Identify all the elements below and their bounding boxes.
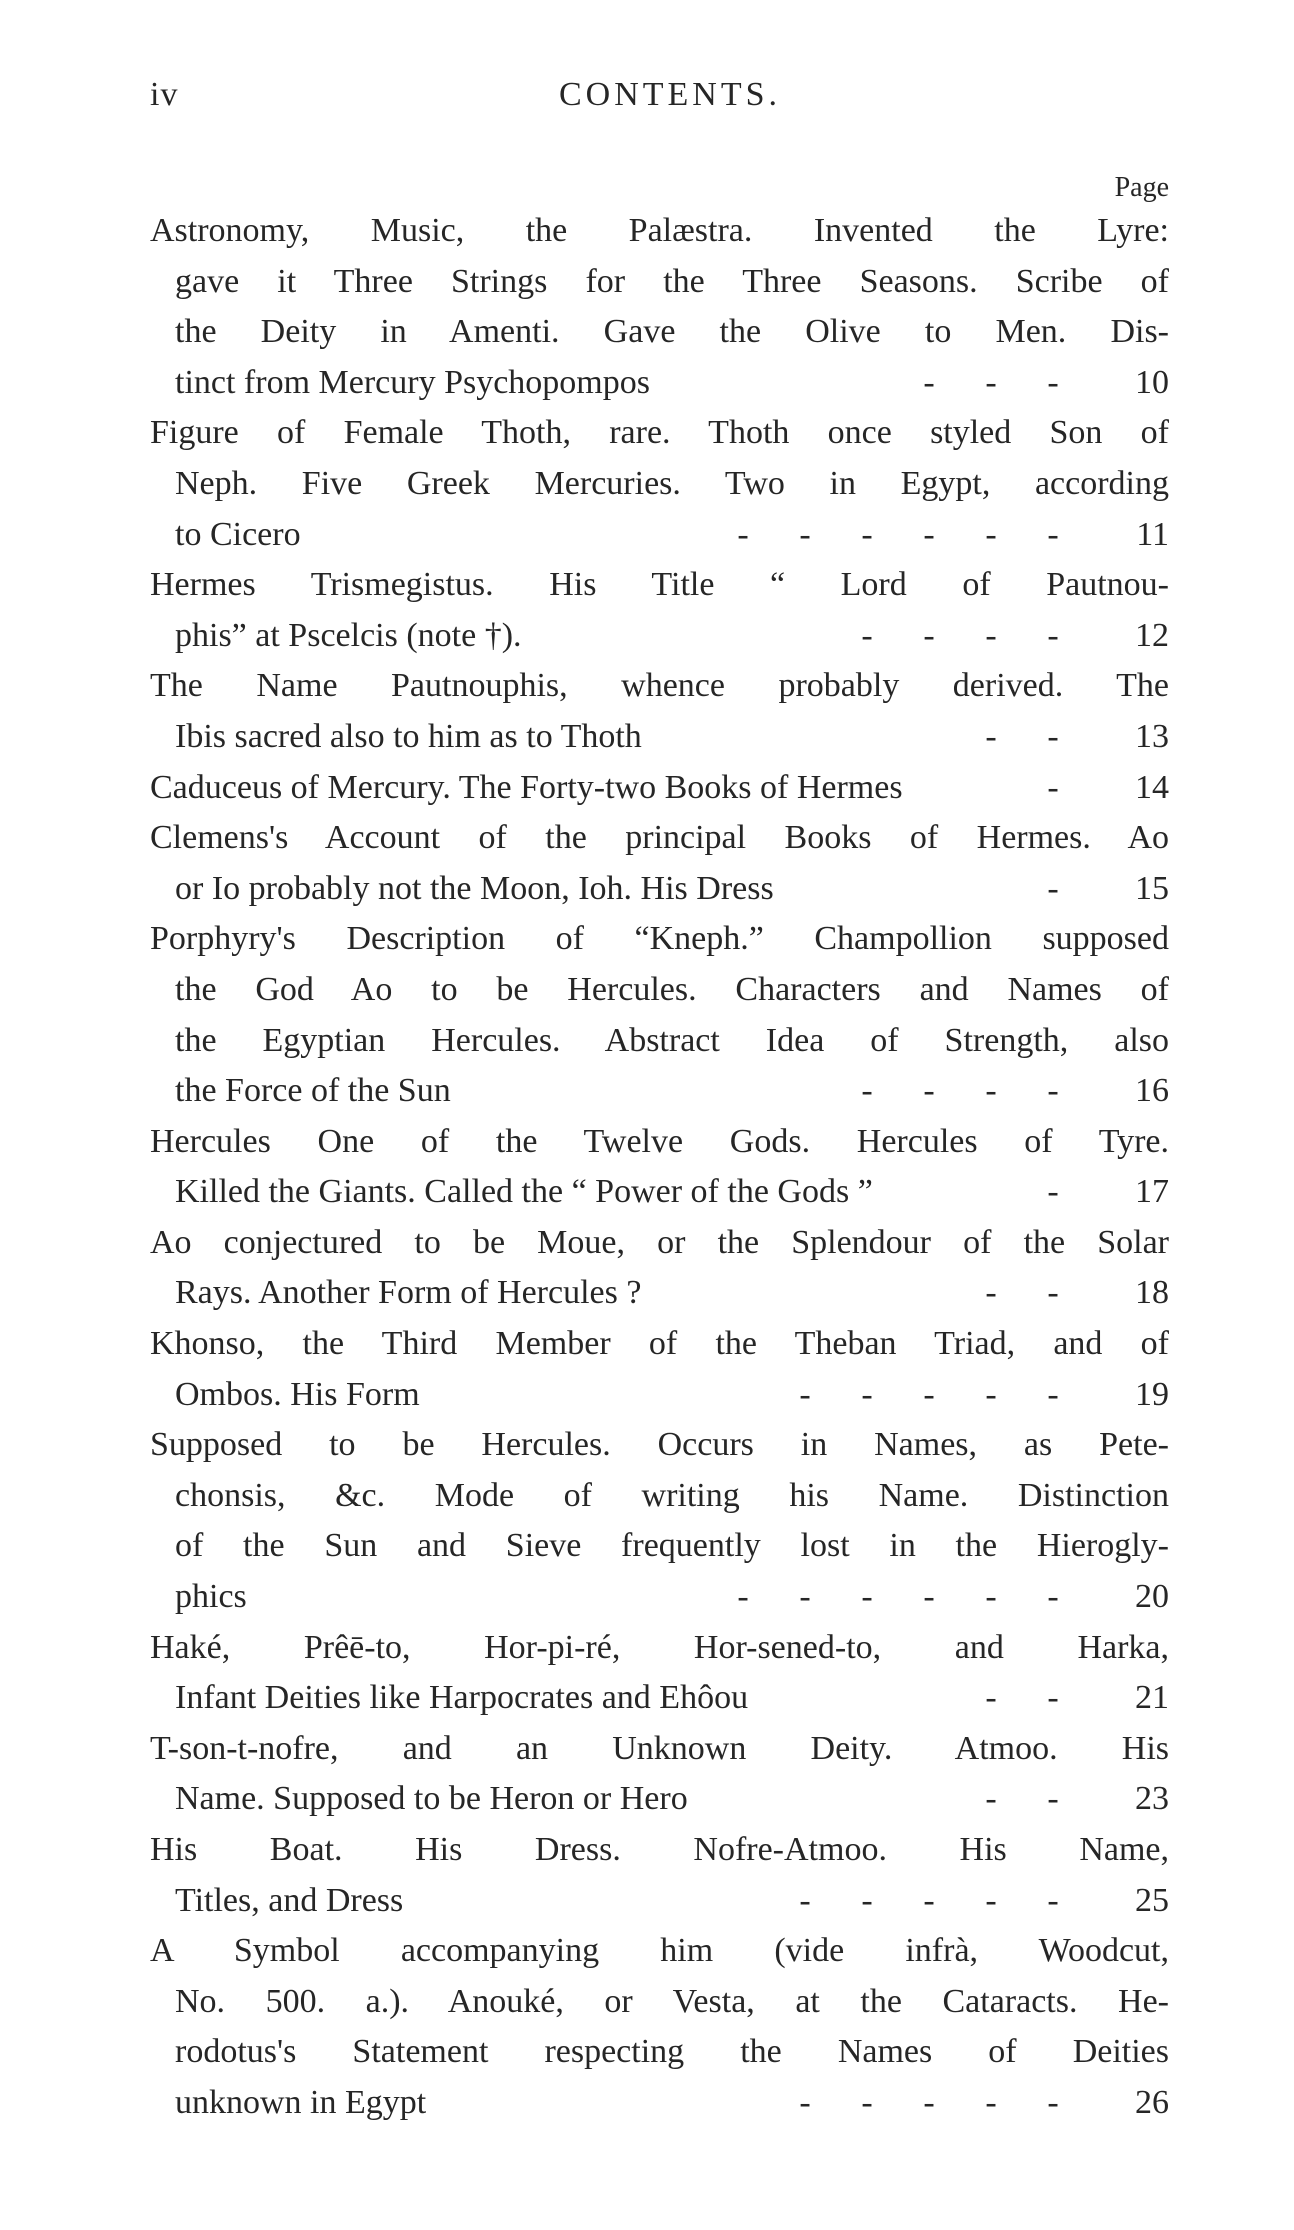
page-number: 11 (1136, 515, 1169, 553)
entry-line (0, 307, 1294, 358)
entry-text: the Deity in Amenti. Gave the Olive to Men. Dis- (175, 313, 1169, 351)
contents-entry (0, 408, 1294, 560)
entry-line (0, 1825, 1294, 1876)
entry-line (0, 1218, 1294, 1269)
entry-text: of the Sun and Sieve frequently lost in the Hierogly- (175, 1527, 1169, 1565)
entry-line (0, 611, 1294, 662)
contents-list (0, 206, 1294, 2129)
page-number: 18 (1135, 1274, 1169, 1312)
entry-text: phis” at Pscelcis (note †). (175, 616, 522, 654)
dot-leader: - - - - - (799, 1375, 1059, 1413)
entry-line (0, 1926, 1294, 1977)
entry-text: Infant Deities like Harpocrates and Ehôou (175, 1679, 749, 1717)
contents-entry (0, 560, 1294, 661)
entry-text: Khonso, the Third Member of the Theban Triad, and of (150, 1325, 1169, 1363)
contents-entry (0, 1420, 1294, 1622)
contents-entry (0, 1319, 1294, 1420)
contents-entry (0, 1724, 1294, 1825)
contents-entry (0, 914, 1294, 1116)
entry-text: tinct from Mercury Psychopompos (175, 363, 650, 401)
entry-text: Killed the Giants. Called the “ Power of the Gods ” (175, 1173, 873, 1211)
dot-leader: - - - (923, 363, 1059, 401)
contents-entry (0, 1623, 1294, 1724)
contents-entry (0, 813, 1294, 914)
page-number: 13 (1135, 717, 1169, 755)
entry-line (0, 1623, 1294, 1674)
dot-leader: - - (985, 1679, 1059, 1717)
entry-line (0, 510, 1294, 561)
entry-text: Ao conjectured to be Moue, or the Splendour of the Solar (150, 1223, 1169, 1261)
entry-line (0, 1876, 1294, 1927)
page-number: 20 (1135, 1578, 1169, 1616)
dot-leader: - (1047, 1173, 1059, 1211)
entry-line (0, 1016, 1294, 1067)
page-number: 10 (1135, 363, 1169, 401)
page-header (150, 76, 1190, 126)
page-number: 19 (1135, 1375, 1169, 1413)
dot-leader: - - - - - (799, 2083, 1059, 2121)
entry-line (0, 712, 1294, 763)
entry-line (0, 661, 1294, 712)
entry-text: Porphyry's Description of “Kneph.” Champollion supposed (150, 920, 1169, 958)
contents-entry (0, 1825, 1294, 1926)
page-number: 17 (1135, 1173, 1169, 1211)
entry-text: the Egyptian Hercules. Abstract Idea of Strength, also (175, 1021, 1169, 1059)
entry-text: unknown in Egypt (175, 2083, 427, 2121)
dot-leader: - - - - (861, 1072, 1059, 1110)
entry-text: Ibis sacred also to him as to Thoth (175, 717, 642, 755)
entry-line (0, 1268, 1294, 1319)
page-number: 23 (1135, 1780, 1169, 1818)
entry-line (0, 1066, 1294, 1117)
entry-line (0, 965, 1294, 1016)
entry-text: Neph. Five Greek Mercuries. Two in Egypt, according (175, 464, 1169, 502)
entry-text: Titles, and Dress (175, 1881, 404, 1919)
folio-number: iv (150, 76, 179, 113)
contents-entry (0, 661, 1294, 762)
entry-line (0, 1471, 1294, 1522)
dot-leader: - - - - - (799, 1881, 1059, 1919)
page-number: 16 (1135, 1072, 1169, 1110)
entry-text: Rays. Another Form of Hercules ? (175, 1274, 642, 1312)
page-number: 12 (1135, 616, 1169, 654)
entry-line (0, 560, 1294, 611)
entry-text: Haké, Prêē-to, Hor-pi-ré, Hor-sened-to, and Harka, (150, 1628, 1169, 1666)
contents-entry (0, 1926, 1294, 2128)
entry-text: Astronomy, Music, the Palæstra. Invented the Lyre: (150, 212, 1169, 249)
entry-line (0, 1724, 1294, 1775)
entry-line (0, 864, 1294, 915)
entry-line (0, 206, 1294, 257)
entry-line (0, 257, 1294, 308)
entry-text: Figure of Female Thoth, rare. Thoth once styled Son of (150, 414, 1169, 452)
contents-entry (0, 1218, 1294, 1319)
entry-text: The Name Pautnouphis, whence probably derived. The (150, 667, 1169, 705)
running-title: CONTENTS. (558, 76, 782, 113)
entry-text: Hermes Trismegistus. His Title “ Lord of Pautnou- (150, 566, 1169, 604)
page-column-label: Page (1114, 172, 1169, 203)
dot-leader: - (1047, 869, 1059, 907)
page-number: 14 (1135, 768, 1169, 806)
entry-line (0, 1774, 1294, 1825)
entry-line (0, 358, 1294, 409)
contents-entry (0, 206, 1294, 408)
entry-line (0, 1977, 1294, 2028)
page-number: 25 (1135, 1881, 1169, 1919)
entry-text: His Boat. His Dress. Nofre-Atmoo. His Name, (150, 1831, 1169, 1868)
entry-line (0, 763, 1294, 814)
entry-line (0, 1673, 1294, 1724)
entry-line (0, 2027, 1294, 2078)
entry-line (0, 2078, 1294, 2129)
entry-text: No. 500. a.). Anouké, or Vesta, at the Cataracts. He- (175, 1982, 1169, 2020)
dot-leader: - - (985, 717, 1059, 755)
entry-text: A Symbol accompanying him (vide infrà, Woodcut, (150, 1932, 1169, 1970)
dot-leader: - (1047, 768, 1059, 806)
entry-line (0, 408, 1294, 459)
dot-leader: - - - - - - (737, 1578, 1059, 1616)
entry-text: rodotus's Statement respecting the Names of Deities (175, 2033, 1169, 2071)
dot-leader: - - (985, 1780, 1059, 1818)
entry-text: gave it Three Strings for the Three Seasons. Scribe of (175, 262, 1169, 300)
entry-text: Caduceus of Mercury. The Forty-two Books of Hermes (150, 768, 903, 806)
page-number: 21 (1135, 1679, 1169, 1717)
entry-line (0, 813, 1294, 864)
entry-line (0, 1521, 1294, 1572)
entry-text: phics (175, 1578, 247, 1616)
contents-entry (0, 1117, 1294, 1218)
page-number: 26 (1135, 2083, 1169, 2121)
entry-line (0, 1117, 1294, 1168)
entry-text: to Cicero (175, 515, 301, 553)
entry-line (0, 1420, 1294, 1471)
entry-line (0, 459, 1294, 510)
entry-text: or Io probably not the Moon, Ioh. His Dress (175, 869, 774, 907)
entry-text: Name. Supposed to be Heron or Hero (175, 1780, 688, 1818)
entry-text: Ombos. His Form (175, 1375, 420, 1413)
dot-leader: - - (985, 1274, 1059, 1312)
entry-text: the God Ao to be Hercules. Characters and Names of (175, 970, 1169, 1008)
page-number: 15 (1135, 869, 1169, 907)
entry-text: Clemens's Account of the principal Books of Hermes. Ao (150, 819, 1169, 857)
entry-line (0, 1319, 1294, 1370)
entry-line (0, 1370, 1294, 1421)
dot-leader: - - - - (861, 616, 1059, 654)
entry-line (0, 1572, 1294, 1623)
entry-text: Hercules One of the Twelve Gods. Hercules of Tyre. (150, 1122, 1169, 1160)
contents-entry (0, 763, 1294, 814)
entry-text: chonsis, &c. Mode of writing his Name. Distinction (175, 1476, 1169, 1514)
entry-text: Supposed to be Hercules. Occurs in Names, as Pete- (150, 1426, 1169, 1464)
entry-line (0, 914, 1294, 965)
entry-line (0, 1167, 1294, 1218)
dot-leader: - - - - - - (737, 515, 1059, 553)
entry-text: the Force of the Sun (175, 1072, 451, 1110)
entry-text: T-son-t-nofre, and an Unknown Deity. Atmoo. His (150, 1729, 1169, 1767)
